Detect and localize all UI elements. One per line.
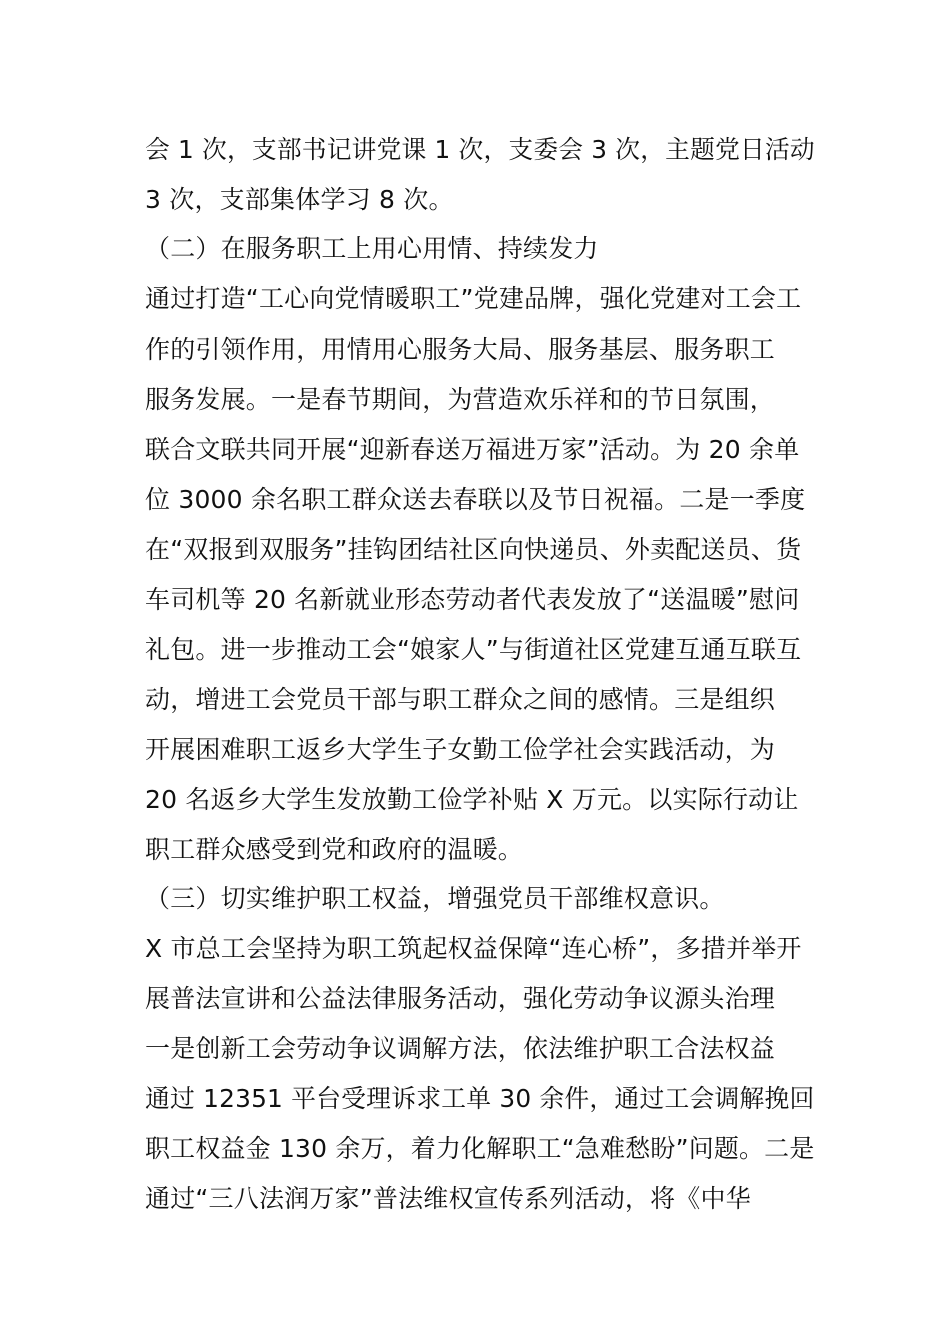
text-line: 通过“三八法润万家”普法维权宣传系列活动，将《中华 bbox=[145, 1184, 751, 1213]
text-line: 在“双报到双服务”挂钩团结社区向快递员、外卖配送员、货 bbox=[145, 535, 802, 564]
text-line: 会 1 次，支部书记讲党课 1 次，支委会 3 次，主题党日活动 bbox=[145, 135, 815, 164]
text-line: 服务发展。一是春节期间，为营造欢乐祥和的节日氛围， bbox=[145, 385, 776, 414]
text-line: 3 次，支部集体学习 8 次。 bbox=[145, 185, 454, 214]
text-line: 礼包。进一步推动工会“娘家人”与街道社区党建互通互联互 bbox=[145, 635, 802, 664]
text-line: X 市总工会坚持为职工筑起权益保障“连心桥”，多措并举开 bbox=[145, 934, 802, 963]
text-line: 作的引领作用，用情用心服务大局、服务基层、服务职工 bbox=[145, 335, 776, 364]
text-line: 职工权益金 130 余万，着力化解职工“急难愁盼”问题。二是 bbox=[145, 1134, 815, 1163]
text-line: 动，增进工会党员干部与职工群众之间的感情。三是组织 bbox=[145, 685, 776, 714]
text-line: 通过打造“工心向党情暖职工”党建品牌，强化党建对工会工 bbox=[145, 284, 802, 313]
text-line: 20 名返乡大学生发放勤工俭学补贴 X 万元。以实际行动让 bbox=[145, 785, 799, 814]
text-line: 开展困难职工返乡大学生子女勤工俭学社会实践活动，为 bbox=[145, 735, 776, 764]
text-line: 展普法宣讲和公益法律服务活动，强化劳动争议源头治理 bbox=[145, 984, 776, 1013]
text-line: 联合文联共同开展“迎新春送万福进万家”活动。为 20 余单 bbox=[145, 435, 800, 464]
section-heading: （三）切实维护职工权益，增强党员干部维权意识。 bbox=[145, 884, 725, 913]
text-line: 车司机等 20 名新就业形态劳动者代表发放了“送温暖”慰问 bbox=[145, 585, 800, 614]
text-line: 通过 12351 平台受理诉求工单 30 余件，通过工会调解挽回 bbox=[145, 1084, 815, 1113]
text-line: 一是创新工会劳动争议调解方法，依法维护职工合法权益 bbox=[145, 1034, 776, 1063]
text-line: 位 3000 余名职工群众送去春联以及节日祝福。二是一季度 bbox=[145, 485, 806, 514]
section-heading: （二）在服务职工上用心用情、持续发力 bbox=[145, 234, 599, 263]
text-line: 职工群众感受到党和政府的温暖。 bbox=[145, 835, 524, 864]
